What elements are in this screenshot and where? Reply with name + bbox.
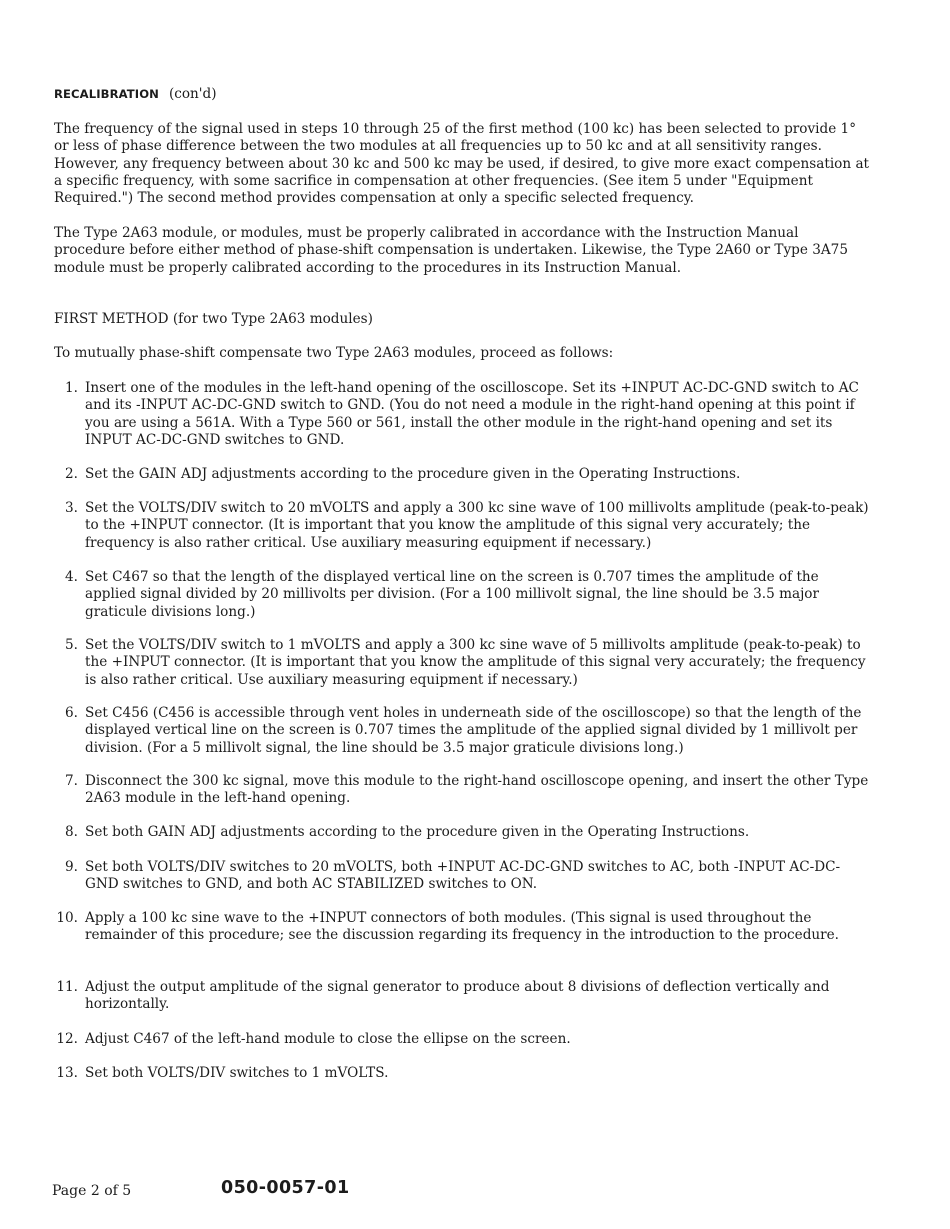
step-number: 9. <box>65 859 78 875</box>
step-number: 8. <box>65 824 78 840</box>
intro-paragraph-calibration: The Type 2A63 module, or modules, must be properly calibrated in accordance with the Instruction Manual procedure before either method of phase-shift compensation is undertaken. Likewise, the Type 2A60 or Type 3A75 module must be properly calibrated according to the procedures in its Instruction Manual. <box>54 225 848 276</box>
step-text: Set C467 so that the length of the displayed vertical line on the screen is 0.707 times the amplitude of the applied signal divided by 20 millivolts per division. (For a 100 millivolt signal, the line should be 3.5 major graticule divisions long.) <box>85 569 819 620</box>
section-subtitle: (con'd) <box>168 86 217 102</box>
step-number: 6. <box>65 705 78 721</box>
document-number: 050-0057-01 <box>221 1178 350 1198</box>
step-number: 12. <box>56 1031 78 1047</box>
page-number: Page 2 of 5 <box>52 1183 132 1199</box>
step-number: 7. <box>65 773 78 789</box>
step-text: Adjust C467 of the left-hand module to close the ellipse on the screen. <box>85 1031 571 1047</box>
step-text: Set the VOLTS/DIV switch to 1 mVOLTS and apply a 300 kc sine wave of 5 millivolts amplitude (peak-to-peak) to the +INPUT connector. (It is important that you know the amplitude of this signal very accurately; the frequency is also rather critical. Use auxiliary measuring equipment if necessary.) <box>85 637 866 688</box>
method-intro: To mutually phase-shift compensate two Type 2A63 modules, proceed as follows: <box>54 345 614 361</box>
step-text: Set C456 (C456 is accessible through vent holes in underneath side of the oscilloscope) so that the length of the displayed vertical line on the screen is 0.707 times the amplitude of the applied signal divided by 1 millivolt per division. (For a 5 millivolt signal, the line should be 3.5 major graticule divisions long.) <box>85 705 862 756</box>
step-text: Set the VOLTS/DIV switch to 20 mVOLTS and apply a 300 kc sine wave of 100 millivolts amplitude (peak-to-peak) to the +INPUT connector. (It is important that you know the amplitude of this signal very accurately; the frequency is also rather critical. Use auxiliary measuring equipment if necessary.) <box>85 500 869 551</box>
step-text: Set the GAIN ADJ adjustments according to the procedure given in the Operating Instructions. <box>85 466 741 482</box>
step-number: 10. <box>56 910 78 926</box>
step-number: 11. <box>56 979 78 995</box>
step-text: Set both VOLTS/DIV switches to 20 mVOLTS, both +INPUT AC-DC-GND switches to AC, both -INPUT AC-DC-GND switches to GND, and both AC STABILIZED switches to ON. <box>85 859 841 893</box>
step-text: Set both VOLTS/DIV switches to 1 mVOLTS. <box>85 1065 389 1081</box>
section-title: RECALIBRATION <box>54 87 159 101</box>
step-text: Set both GAIN ADJ adjustments according to the procedure given in the Operating Instructions. <box>85 824 750 840</box>
section-heading <box>54 86 217 103</box>
step-number: 5. <box>65 637 78 653</box>
step-number: 1. <box>65 380 78 396</box>
step-number: 3. <box>65 500 78 516</box>
intro-paragraph-frequency: The frequency of the signal used in steps 10 through 25 of the first method (100 kc) has been selected to provide 1° or less of phase difference between the two modules at all frequencies up to 50 kc and at all sensitivity ranges. However, any frequency between about 30 kc and 500 kc may be used, if desired, to give more exact compensation at a specific frequency, with some sacrifice in compensation at other frequencies. (See item 5 under "Equipment Required.") The second method provides compensation at only a specific selected frequency. <box>54 121 870 207</box>
step-text: Adjust the output amplitude of the signal generator to produce about 8 divisions of deflection vertically and horizontally. <box>85 979 830 1013</box>
step-number: 4. <box>65 569 78 585</box>
method-title: FIRST METHOD (for two Type 2A63 modules) <box>54 311 373 327</box>
step-text: Apply a 100 kc sine wave to the +INPUT connectors of both modules. (This signal is used throughout the remainder of this procedure; see the discussion regarding its frequency in the introduction to the procedure. <box>85 910 840 944</box>
step-text: Disconnect the 300 kc signal, move this module to the right-hand oscilloscope opening, and insert the other Type 2A63 module in the left-hand opening. <box>85 773 869 807</box>
step-number: 13. <box>56 1065 78 1081</box>
step-text: Insert one of the modules in the left-hand opening of the oscilloscope. Set its +INPUT AC-DC-GND switch to AC and its -INPUT AC-DC-GND switch to GND. (You do not need a module in the right-hand opening at this point if you are using a 561A. With a Type 560 or 561, install the other module in the right-hand opening and set its INPUT AC-DC-GND switches to GND. <box>85 380 859 448</box>
step-number: 2. <box>65 466 78 482</box>
